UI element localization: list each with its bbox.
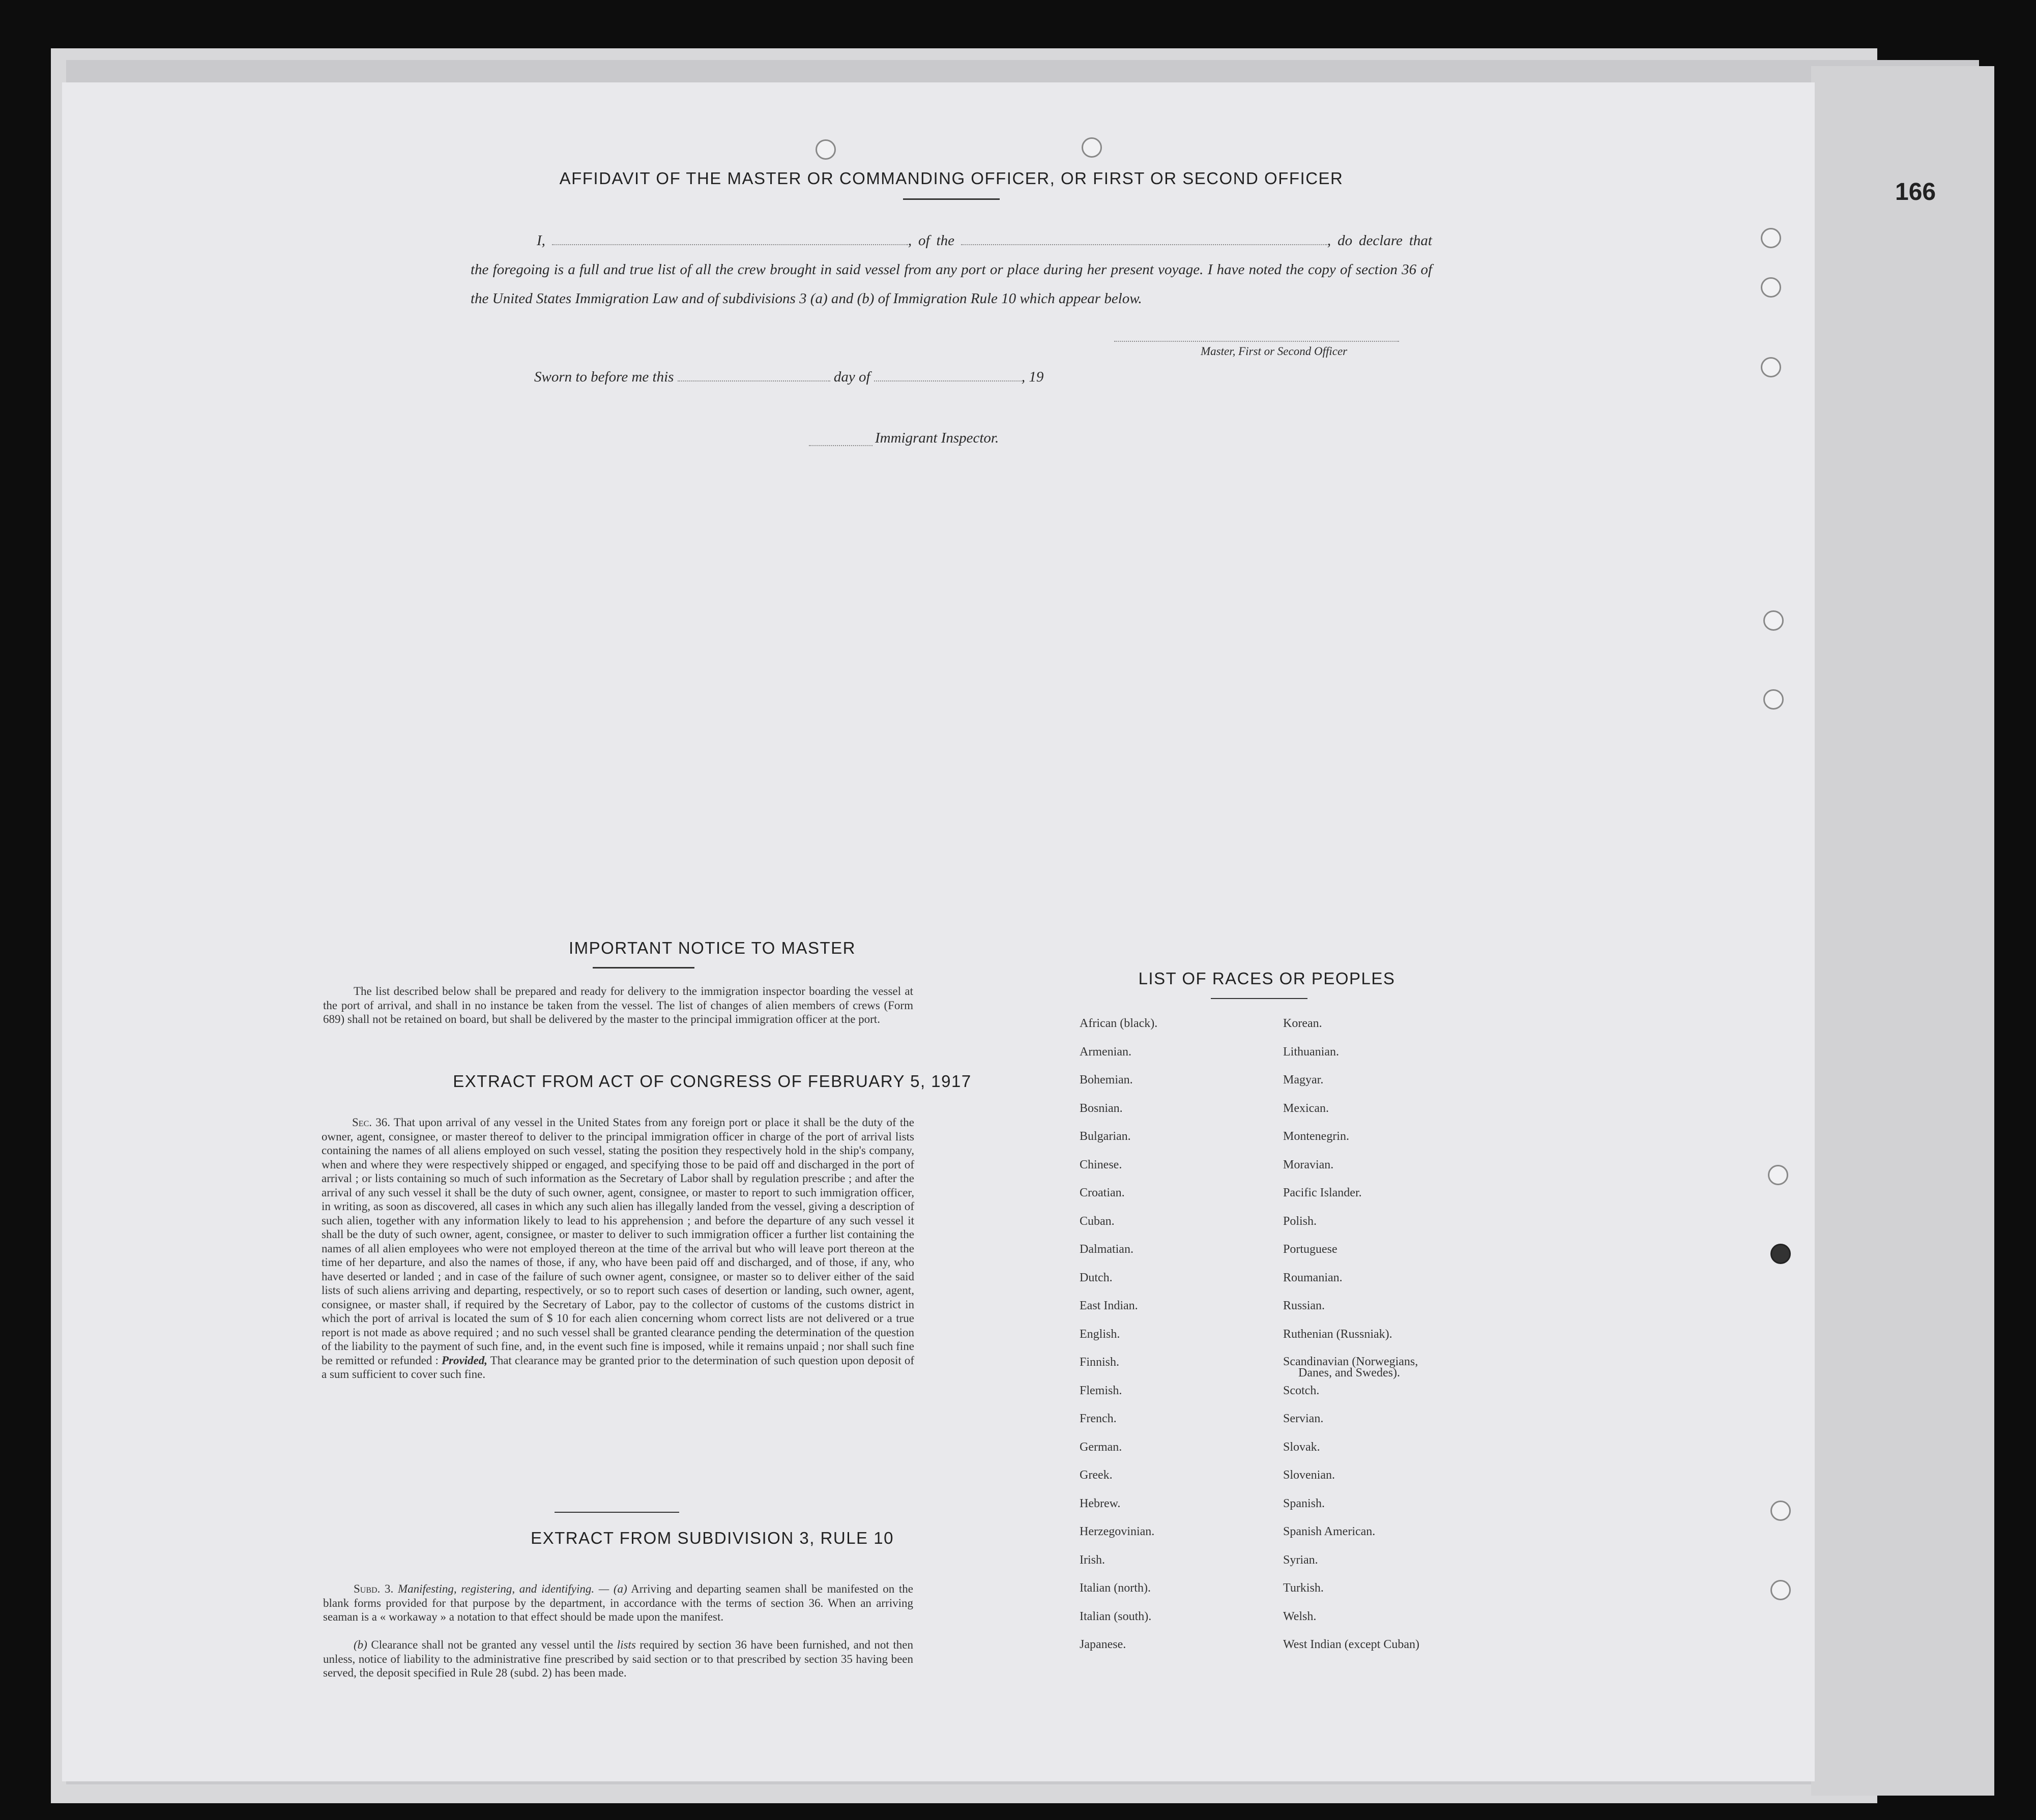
race-item: Greek. — [1080, 1469, 1113, 1482]
race-item: Syrian. — [1283, 1553, 1318, 1567]
race-item: Dalmatian. — [1080, 1243, 1133, 1256]
affidavit-declaration — [471, 226, 1432, 313]
decl-body: that the foregoing is a full and true list of all the crew brought in said vessel from any port or place during her present voyage. I have noted the copy of section 36 of the United States Immigration Law and of subdivisions 3 (a) and (b) of Immigration Rule 10 which appear below. — [471, 232, 1432, 307]
rule-extract-title: EXTRACT FROM SUBDIVISION 3, RULE 10 — [531, 1529, 894, 1547]
subd-b-text-1: Clearance shall not be granted any vessel until the — [371, 1638, 614, 1651]
race-item: Magyar. — [1283, 1073, 1324, 1087]
affidavit-title: AFFIDAVIT OF THE MASTER OR COMMANDING OFFICER, OR FIRST OR SECOND OFFICER — [559, 169, 1344, 188]
race-item: Russian. — [1283, 1299, 1325, 1312]
sworn-prefix: Sworn to before me this — [534, 369, 674, 385]
race-item: Mexican. — [1283, 1101, 1329, 1115]
divider — [1211, 998, 1307, 999]
page-number: 166 — [1895, 179, 1936, 206]
vessel-blank — [961, 234, 1327, 245]
race-item: Spanish American. — [1283, 1525, 1376, 1538]
decl-i: I, — [537, 232, 545, 249]
back-sheet-edge — [1811, 66, 1994, 1796]
race-item: Montenegrin. — [1283, 1130, 1349, 1143]
punch-hole — [1770, 1244, 1791, 1264]
race-item: Portuguese — [1283, 1243, 1337, 1256]
manifest-page — [62, 82, 1815, 1781]
section-text-end: That clearance may be granted prior to the determination of such question upon deposit of a sum sufficient to cover such fine. — [322, 1354, 914, 1381]
sworn-line — [534, 369, 1043, 386]
subd-b-label: (b) — [354, 1638, 367, 1651]
races-left-column — [1080, 1017, 1157, 1667]
race-item: Korean. — [1283, 1017, 1322, 1030]
race-item: Lithuanian. — [1283, 1045, 1339, 1059]
race-item: Turkish. — [1283, 1581, 1324, 1595]
race-item: Moravian. — [1283, 1158, 1334, 1171]
race-item: Hebrew. — [1080, 1496, 1121, 1510]
race-item: Scandinavian (Norwegians, Danes, and Swedes). — [1283, 1356, 1419, 1385]
race-item: Bohemian. — [1080, 1073, 1133, 1087]
act-extract-title: EXTRACT FROM ACT OF CONGRESS OF FEBRUARY 5, 1917 — [453, 1072, 972, 1091]
name-blank — [552, 234, 908, 245]
race-item: Japanese. — [1080, 1638, 1126, 1651]
race-item: Finnish. — [1080, 1356, 1120, 1369]
races-title: LIST OF RACES OR PEOPLES — [1138, 969, 1395, 988]
decl-of-the: , of the — [908, 232, 954, 249]
section-text: That upon arrival of any vessel in the United States from any foreign port or place it shall be the duty of the owner, agent, consignee, or master thereof to deliver to the principal immigration officer in charge of the port of arrival lists containing the names of all aliens employed on such vessel, stating the position they respectively hold in the ship's company, when and where they were respectively shipped or engaged, and specifying those to be paid off and discharged in the port of arrival ; or lists containing so much of such information as the Secretary of Labor shall by regulation prescribe ; and after the arrival of any such vessel it shall be the duty of such owner, agent, consignee, or master to report to such immigration officer, in writing, as soon as discovered, all cases in which any such alien has illegally landed from the vessel, giving a description of such alien, together with any information likely to lead to his apprehension ; and before the departure of any such vessel it shall be the duty of such owner, agent, consignee, or master to deliver to such immigration officer a further list containing the names of all alien employees who were not employed thereon at the time of the arrival but who will leave port thereon at the time of her departure, and also the names of those, if any, who have been paid off and discharged, and of those, if any, who have deserted or landed ; and in case of the failure of such owner agent, consignee, or master so to deliver either of the said lists of such aliens arriving and departing, respectively, or so to report such cases of desertion or landing, such owner, agent, consignee, or master shall, if required by the Secretary of Labor, pay to the collector of customs of the customs district in which the port of arrival is located the sum of $ 10 for each alien concerning whom correct lists are not delivered or a true report is not made as above required ; and no such vessel shall be granted clearance pending the determination of the question of the liability to the payment of such fine, and, in the event such fine is imposed, while it remains unpaid ; nor shall such fine be remitted or refunded : — [322, 1116, 914, 1367]
race-item: Croatian. — [1080, 1186, 1125, 1199]
punch-hole — [1082, 137, 1102, 158]
race-item: Flemish. — [1080, 1384, 1122, 1397]
punch-hole — [1761, 228, 1781, 248]
punch-hole — [1763, 610, 1784, 631]
notice-title: IMPORTANT NOTICE TO MASTER — [568, 938, 856, 957]
subd-a-text: Arriving and departing seamen shall be manifested on the blank forms provided for that purpose by the department, in accordance with the terms of section 36. When an arriving seaman is a « workaway » a notation to that effect should be made upon the manifest. — [323, 1582, 913, 1623]
race-item-continuation: Danes, and Swedes). — [1298, 1366, 1400, 1379]
inspector-label: Immigrant Inspector. — [875, 430, 999, 446]
rule-extract-subd-a — [323, 1582, 913, 1624]
rule-extract-subd-b — [323, 1638, 913, 1680]
subd-b-lists: lists — [617, 1638, 636, 1651]
decl-do-declare: , do declare — [1327, 232, 1403, 249]
race-item: Slovak. — [1283, 1440, 1320, 1454]
race-item: Armenian. — [1080, 1045, 1131, 1059]
race-item: Pacific Islander. — [1283, 1186, 1362, 1199]
divider — [555, 1512, 679, 1513]
punch-hole — [1770, 1580, 1791, 1600]
punch-hole — [1768, 1165, 1788, 1185]
inspector-signature-line — [809, 445, 872, 446]
subd-b-text-2: required by section 36 have been furnished, and not then unless, notice of liability to the administrative fine prescribed by said section or to that prescribed by section 35 having been served, the deposit specified in Rule 28 (subd. 2) has been made. — [323, 1638, 914, 1679]
subd-label: Subd. 3. — [354, 1582, 394, 1595]
punch-hole — [816, 139, 836, 160]
race-item: Cuban. — [1080, 1214, 1115, 1228]
race-item: Scotch. — [1283, 1384, 1320, 1397]
race-item: Dutch. — [1080, 1271, 1113, 1284]
race-item: Herzegovinian. — [1080, 1525, 1155, 1538]
races-list — [1080, 1017, 1497, 1679]
provided-label: Provided, — [441, 1354, 487, 1367]
race-item: Polish. — [1283, 1214, 1317, 1228]
month-blank — [874, 370, 1022, 381]
race-item: Bulgarian. — [1080, 1130, 1131, 1143]
race-item: French. — [1080, 1412, 1117, 1425]
races-right-column — [1283, 1017, 1419, 1667]
race-item: Servian. — [1283, 1412, 1324, 1425]
race-item: Italian (south). — [1080, 1609, 1152, 1623]
race-item: Bosnian. — [1080, 1101, 1123, 1115]
notice-body: The list described below shall be prepared and ready for delivery to the immigration inspector boarding the vessel at the port of arrival, and shall in no instance be taken from the vessel. The list of changes of alien members of crews (Form 689) shall not be retained on board, but shall be delivered by the master to the principal immigration officer at the port. — [323, 985, 913, 1025]
race-item: Roumanian. — [1283, 1271, 1343, 1284]
divider — [593, 967, 694, 968]
punch-hole — [1763, 689, 1784, 710]
race-item: Ruthenian (Russniak). — [1283, 1327, 1392, 1341]
section-label: Sec. 36. — [352, 1116, 390, 1129]
race-item: Chinese. — [1080, 1158, 1122, 1171]
day-blank — [678, 370, 830, 381]
race-item: African (black). — [1080, 1017, 1158, 1030]
race-item: Irish. — [1080, 1553, 1105, 1567]
divider — [903, 198, 1000, 200]
race-item: West Indian (except Cuban) — [1283, 1638, 1419, 1651]
race-item: English. — [1080, 1327, 1120, 1341]
race-item: Welsh. — [1283, 1609, 1317, 1623]
race-item: East Indian. — [1080, 1299, 1138, 1312]
race-item: Spanish. — [1283, 1496, 1325, 1510]
punch-hole — [1761, 357, 1781, 377]
subd-heading: Manifesting, registering, and identifying. — (a) — [397, 1582, 627, 1595]
punch-hole — [1770, 1501, 1791, 1521]
sworn-day-of: day of — [833, 369, 870, 385]
signature-label: Master, First or Second Officer — [1201, 345, 1348, 358]
sworn-year: , 19 — [1021, 369, 1044, 385]
signature-line — [1114, 341, 1399, 342]
punch-hole — [1761, 277, 1781, 298]
race-item: German. — [1080, 1440, 1122, 1454]
race-item: Slovenian. — [1283, 1469, 1335, 1482]
race-item: Italian (north). — [1080, 1581, 1151, 1595]
act-extract-body — [322, 1116, 914, 1382]
